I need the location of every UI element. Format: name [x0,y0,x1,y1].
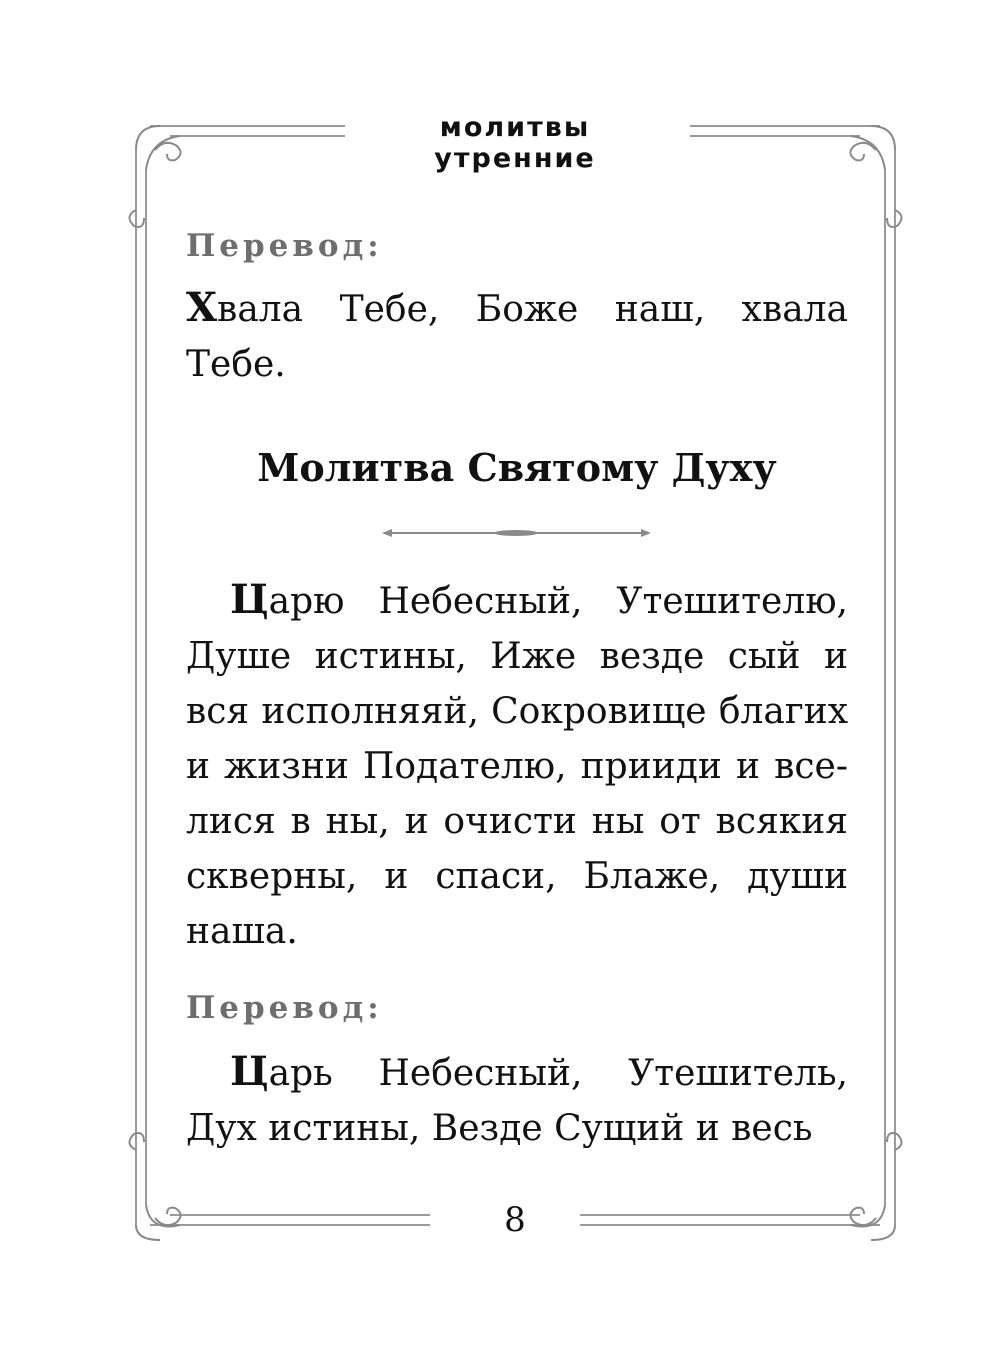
prayer-paragraph [186,572,848,959]
translation-label: Перевод: [186,228,383,264]
paragraph-text: вала Тебе, Боже наш, хвала Тебе. [186,289,848,385]
prayer-title: Молитва Святому Духу [257,445,777,490]
drop-letter: Ц [230,576,269,623]
drop-letter: Х [186,284,218,331]
heading-divider [382,529,651,537]
page-number: 8 [504,1200,526,1240]
translation-paragraph [186,1044,848,1156]
running-header: молитвы утренние [434,112,596,174]
drop-letter: Ц [230,1048,269,1095]
paragraph-text: арь Небесный, Утешитель, Дух истины, Везде Сущий и весь [186,1053,848,1149]
translation-label: Перевод: [186,990,383,1026]
paragraph-text: арю Небесный, Утешителю, Душе истины, Иже везде сый и вся исполняяй, Сокровище благих и жизни Подателю, прииди и все-лися в ны, и очисти ны от всякия скверны, и спаси, Блаже, души наша. [186,581,848,952]
translation-paragraph [186,280,848,392]
